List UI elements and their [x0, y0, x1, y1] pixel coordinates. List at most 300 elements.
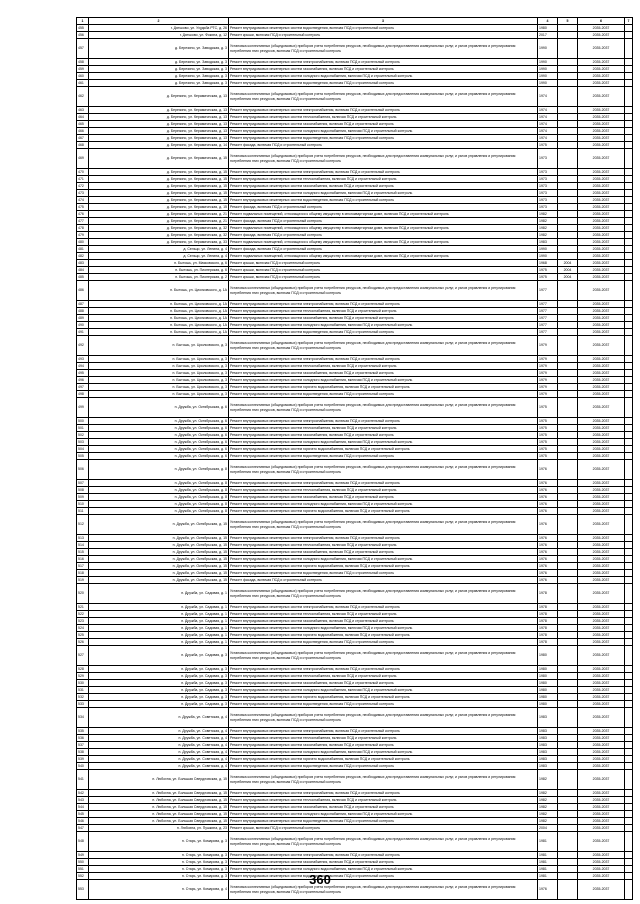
work-type: Ремонт внутридомовых инженерных систем газоснабжения, включая ПСД и строительный контроль: [229, 370, 538, 377]
address: п. Дружба, ул. Октябрьская, д. 15: [89, 549, 229, 556]
note: [625, 859, 633, 866]
last-repair-year: [558, 825, 578, 832]
table-row: [77, 687, 633, 694]
address: п. Старь, ул. Комарова, д. 3: [89, 866, 229, 873]
work-type: Ремонт внутридомовых инженерных систем теплоснабжения, включая ПСД и строительный контроль: [229, 542, 538, 549]
last-repair-year: [558, 121, 578, 128]
planned-period: 2035-2037: [578, 646, 625, 666]
table-row: [77, 391, 633, 398]
last-repair-year: [558, 336, 578, 356]
planned-period: 2035-2037: [578, 563, 625, 570]
row-number: 518: [77, 570, 89, 577]
last-repair-year: [558, 204, 578, 211]
build-year: 1981: [538, 832, 558, 852]
planned-period: 2035-2037: [578, 873, 625, 880]
row-number: 533: [77, 701, 89, 708]
planned-period: 2035-2037: [578, 73, 625, 80]
row-number: 467: [77, 135, 89, 142]
build-year: 1975: [538, 142, 558, 149]
work-type: Ремонт внутридомовых инженерных систем горячего водоснабжения, включая ПСД и строительный контроль: [229, 632, 538, 639]
table-row: [77, 329, 633, 336]
build-year: 1980: [538, 701, 558, 708]
planned-period: 2035-2037: [578, 756, 625, 763]
planned-period: 2035-2037: [578, 363, 625, 370]
build-year: 1990: [538, 59, 558, 66]
address: д. Березино, ул. Керамическая, д. 13: [89, 128, 229, 135]
note: [625, 80, 633, 87]
address: д. Березино, ул. Керамическая, д. 21: [89, 218, 229, 225]
last-repair-year: [558, 604, 578, 611]
build-year: 1982: [538, 225, 558, 232]
planned-period: 2035-2037: [578, 701, 625, 708]
work-type: Ремонт внутридомовых инженерных систем теплоснабжения, включая ПСД и строительный контроль: [229, 425, 538, 432]
table-row: [77, 377, 633, 384]
last-repair-year: [558, 570, 578, 577]
work-type: Ремонт внутридомовых инженерных систем теплоснабжения, включая ПСД и строительный контроль: [229, 308, 538, 315]
table-row: [77, 549, 633, 556]
work-type: Ремонт внутридомовых инженерных систем электроснабжения, включая ПСД и строительный контроль: [229, 728, 538, 735]
address: п. Любохна, ул. Пушкина, д. 23: [89, 825, 229, 832]
note: [625, 253, 633, 260]
address: д. Березино, ул. Керамическая, д. 13: [89, 107, 229, 114]
build-year: 1982: [538, 804, 558, 811]
table-row: [77, 301, 633, 308]
row-number: 471: [77, 176, 89, 183]
build-year: 1973: [538, 183, 558, 190]
last-repair-year: [558, 384, 578, 391]
note: [625, 818, 633, 825]
note: [625, 183, 633, 190]
work-type: Ремонт внутридомовых инженерных систем водоотведения, включая ПСД и строительный контроль: [229, 391, 538, 398]
row-number: 498: [77, 391, 89, 398]
work-type: Ремонт крыши, включая ПСД и строительный контроль: [229, 267, 538, 274]
last-repair-year: [558, 701, 578, 708]
last-repair-year: [558, 308, 578, 315]
note: [625, 584, 633, 604]
row-number: 455: [77, 25, 89, 32]
note: [625, 618, 633, 625]
last-repair-year: [558, 39, 578, 59]
last-repair-year: [558, 329, 578, 336]
work-type: Ремонт крыши, включая ПСД и строительный контроль: [229, 32, 538, 39]
row-number: 550: [77, 859, 89, 866]
row-number: 479: [77, 232, 89, 239]
table-row: [77, 618, 633, 625]
planned-period: 2035-2037: [578, 107, 625, 114]
table-row: [77, 818, 633, 825]
table-row: [77, 832, 633, 852]
address: п. Дружба, ул. Октябрьская, д. 15: [89, 563, 229, 570]
work-type: Ремонт внутридомовых инженерных систем электроснабжения, включая ПСД и строительный контроль: [229, 480, 538, 487]
build-year: 1978: [538, 625, 558, 632]
work-type: Ремонт внутридомовых инженерных систем газоснабжения, включая ПСД и строительный контроль: [229, 315, 538, 322]
build-year: 1983: [538, 749, 558, 756]
row-number: 515: [77, 549, 89, 556]
build-year: 1978: [538, 639, 558, 646]
planned-period: 2035-2037: [578, 632, 625, 639]
row-number: 475: [77, 204, 89, 211]
build-year: 1981: [538, 859, 558, 866]
planned-period: 2035-2037: [578, 618, 625, 625]
planned-period: 2035-2037: [578, 446, 625, 453]
last-repair-year: [558, 632, 578, 639]
build-year: 1982: [538, 232, 558, 239]
table-row: [77, 480, 633, 487]
row-number: 526: [77, 639, 89, 646]
work-type: Ремонт внутридомовых инженерных систем электроснабжения, включая ПСД и строительный контроль: [229, 418, 538, 425]
note: [625, 535, 633, 542]
note: [625, 501, 633, 508]
row-number: 501: [77, 425, 89, 432]
build-year: 1980: [538, 687, 558, 694]
address: п. Дружба, ул. Садовая, д. 1: [89, 604, 229, 611]
last-repair-year: [558, 577, 578, 584]
table-row: [77, 811, 633, 818]
table-row: [77, 66, 633, 73]
address: д. Березино, ул. Керамическая, д. 15: [89, 197, 229, 204]
address: п. Бытошь, ул. Циолковского, д. 3: [89, 370, 229, 377]
note: [625, 274, 633, 281]
planned-period: 2035-2037: [578, 639, 625, 646]
build-year: 2017: [538, 32, 558, 39]
build-year: 1983: [538, 763, 558, 770]
note: [625, 666, 633, 673]
work-type: Установка коллективных (общедомовых) приборов учета потребления ресурсов, необходимых для предоставления коммунальных услуг, и узлов управления и регулирования потребления этих ресурсов, включая ПСД и строительный контроль: [229, 149, 538, 169]
planned-period: 2035-2037: [578, 315, 625, 322]
table-row: [77, 859, 633, 866]
address: п. Дружба, ул. Октябрьская, д. 15: [89, 570, 229, 577]
planned-period: 2035-2037: [578, 770, 625, 790]
note: [625, 439, 633, 446]
planned-period: 2035-2037: [578, 32, 625, 39]
planned-period: 2035-2037: [578, 377, 625, 384]
row-number: 481: [77, 246, 89, 253]
note: [625, 281, 633, 301]
note: [625, 425, 633, 432]
address: п. Дружба, ул. Садовая, д. 3: [89, 694, 229, 701]
last-repair-year: [558, 183, 578, 190]
address: д. Березино, ул. Керамическая, д. 15: [89, 149, 229, 169]
row-number: 476: [77, 211, 89, 218]
table-row: [77, 439, 633, 446]
build-year: 1975: [538, 418, 558, 425]
build-year: 1976: [538, 556, 558, 563]
note: [625, 246, 633, 253]
row-number: 473: [77, 190, 89, 197]
row-number: 482: [77, 253, 89, 260]
build-year: 1977: [538, 315, 558, 322]
row-number: 534: [77, 708, 89, 728]
work-type: Установка коллективных (общедомовых) приборов учета потребления ресурсов, необходимых для предоставления коммунальных услуг, и узлов управления и регулирования потребления этих ресурсов, включая ПСД и строительный контроль: [229, 880, 538, 900]
address: п. Дружба, ул. Советская, д. 4: [89, 728, 229, 735]
row-number: 483: [77, 260, 89, 267]
build-year: 1974: [538, 121, 558, 128]
build-year: 1974: [538, 128, 558, 135]
note: [625, 508, 633, 515]
table-row: [77, 680, 633, 687]
row-number: 541: [77, 770, 89, 790]
work-type: Ремонт внутридомовых инженерных систем газоснабжения, включая ПСД и строительный контроль: [229, 121, 538, 128]
address: п. Бытошь, ул. Циолковского, д. 1А: [89, 301, 229, 308]
note: [625, 749, 633, 756]
build-year: 1976: [538, 577, 558, 584]
address: п. Дружба, ул. Октябрьская, д. 6: [89, 398, 229, 418]
last-repair-year: [558, 301, 578, 308]
planned-period: 2035-2037: [578, 128, 625, 135]
row-number: 512: [77, 515, 89, 535]
planned-period: 2035-2037: [578, 453, 625, 460]
row-number: 540: [77, 763, 89, 770]
row-number: 549: [77, 852, 89, 859]
build-year: 2004: [538, 825, 558, 832]
build-year: 1983: [538, 735, 558, 742]
address: д. Березино, ул. Заводская, д. 3: [89, 66, 229, 73]
address: д. Березино, ул. Керамическая, д. 32: [89, 225, 229, 232]
note: [625, 301, 633, 308]
table-row: [77, 852, 633, 859]
note: [625, 446, 633, 453]
build-year: 1983: [538, 728, 558, 735]
address: п. Дружба, ул. Октябрьская, д. 6: [89, 453, 229, 460]
note: [625, 460, 633, 480]
row-number: 478: [77, 225, 89, 232]
last-repair-year: [558, 225, 578, 232]
row-number: 469: [77, 149, 89, 169]
row-number: 517: [77, 563, 89, 570]
row-number: 463: [77, 107, 89, 114]
note: [625, 107, 633, 114]
header-cell: 7: [625, 18, 633, 25]
address: д. Березино, ул. Керамическая, д. 14: [89, 142, 229, 149]
last-repair-year: [558, 169, 578, 176]
work-type: Ремонт внутридомовых инженерных систем теплоснабжения, включая ПСД и строительный контроль: [229, 114, 538, 121]
address: п. Любохна, ул. Большая Свердловская, д. 15: [89, 818, 229, 825]
work-type: Ремонт внутридомовых инженерных систем горячего водоснабжения, включая ПСД и строительный контроль: [229, 563, 538, 570]
address: п. Бытошь, ул. Циолковского, д. 1А: [89, 315, 229, 322]
row-number: 529: [77, 673, 89, 680]
planned-period: 2035-2037: [578, 673, 625, 680]
last-repair-year: [558, 556, 578, 563]
table-row: [77, 363, 633, 370]
table-row: [77, 232, 633, 239]
last-repair-year: [558, 246, 578, 253]
work-type: Ремонт внутридомовых инженерных систем холодного водоснабжения, включая ПСД и строительный контроль: [229, 73, 538, 80]
last-repair-year: [558, 377, 578, 384]
planned-period: 2035-2037: [578, 418, 625, 425]
planned-period: 2035-2037: [578, 535, 625, 542]
table-row: [77, 356, 633, 363]
build-year: 1975: [538, 425, 558, 432]
planned-period: 2035-2037: [578, 680, 625, 687]
planned-period: 2035-2037: [578, 183, 625, 190]
address: п. Любохна, ул. Большая Свердловская, д. 15: [89, 790, 229, 797]
address: п. Бытошь, ул. Циолковского, д. 1А: [89, 329, 229, 336]
table-row: [77, 460, 633, 480]
table-row: [77, 135, 633, 142]
table-row: [77, 570, 633, 577]
planned-period: 2035-2037: [578, 811, 625, 818]
work-type: Ремонт внутридомовых инженерных систем электроснабжения, включая ПСД и строительный контроль: [229, 666, 538, 673]
planned-period: 2035-2037: [578, 825, 625, 832]
planned-period: 2035-2037: [578, 135, 625, 142]
work-type: Ремонт внутридомовых инженерных систем газоснабжения, включая ПСД и строительный контроль: [229, 618, 538, 625]
note: [625, 556, 633, 563]
planned-period: 2035-2037: [578, 114, 625, 121]
row-number: 461: [77, 80, 89, 87]
note: [625, 370, 633, 377]
address: п. Дружба, ул. Садовая, д. 3: [89, 673, 229, 680]
row-number: 489: [77, 315, 89, 322]
last-repair-year: [558, 190, 578, 197]
last-repair-year: [558, 239, 578, 246]
table-row: [77, 749, 633, 756]
address: п. Бытошь, ул. Циолковского, д. 3: [89, 336, 229, 356]
last-repair-year: [558, 666, 578, 673]
note: [625, 39, 633, 59]
last-repair-year: [558, 756, 578, 763]
header-cell: 6: [578, 18, 625, 25]
address: п. Дружба, ул. Октябрьская, д. 15: [89, 542, 229, 549]
work-type: Ремонт внутридомовых инженерных систем водоотведения, включая ПСД и строительный контроль: [229, 701, 538, 708]
table-row: [77, 308, 633, 315]
build-year: 1983: [538, 239, 558, 246]
table-row: [77, 169, 633, 176]
last-repair-year: [558, 73, 578, 80]
row-number: 488: [77, 308, 89, 315]
build-year: 1974: [538, 87, 558, 107]
table-row: [77, 584, 633, 604]
planned-period: 2035-2037: [578, 121, 625, 128]
table-row: [77, 246, 633, 253]
last-repair-year: [558, 508, 578, 515]
table-row: [77, 87, 633, 107]
table-row: [77, 73, 633, 80]
work-type: Ремонт внутридомовых инженерных систем холодного водоснабжения, включая ПСД и строительный контроль: [229, 556, 538, 563]
work-type: Ремонт внутридомовых инженерных систем холодного водоснабжения, включая ПСД и строительный контроль: [229, 501, 538, 508]
row-number: 458: [77, 59, 89, 66]
row-number: 520: [77, 584, 89, 604]
table-row: [77, 370, 633, 377]
build-year: 1974: [538, 107, 558, 114]
build-year: 1979: [538, 391, 558, 398]
work-type: Ремонт внутридомовых инженерных систем водоотведения, включая ПСД и строительный контроль: [229, 763, 538, 770]
build-year: 1977: [538, 322, 558, 329]
planned-period: 2035-2037: [578, 728, 625, 735]
planned-period: 2035-2037: [578, 687, 625, 694]
planned-period: 2035-2037: [578, 239, 625, 246]
table-row: [77, 708, 633, 728]
note: [625, 852, 633, 859]
row-number: 547: [77, 825, 89, 832]
table-row: [77, 515, 633, 535]
work-type: Ремонт подвальных помещений, относящихся к общему имуществу в многоквартирном доме, включая ПСД и строительный контроль: [229, 253, 538, 260]
table-row: [77, 176, 633, 183]
planned-period: 2035-2037: [578, 577, 625, 584]
planned-period: 2035-2037: [578, 274, 625, 281]
address: д. Березино, ул. Заводская, д. 3: [89, 39, 229, 59]
address: п. Дружба, ул. Октябрьская, д. 6: [89, 439, 229, 446]
planned-period: 2035-2037: [578, 494, 625, 501]
table-row: [77, 701, 633, 708]
build-year: 1982: [538, 797, 558, 804]
build-year: 1979: [538, 356, 558, 363]
address: п. Дружба, ул. Октябрьская, д. 6: [89, 432, 229, 439]
work-type: Ремонт внутридомовых инженерных систем электроснабжения, включая ПСД и строительный контроль: [229, 790, 538, 797]
page-number: 360: [309, 872, 331, 887]
address: п. Дружба, ул. Октябрьская, д. 6: [89, 425, 229, 432]
planned-period: 2035-2037: [578, 708, 625, 728]
build-year: 1978: [538, 618, 558, 625]
table-row: [77, 107, 633, 114]
build-year: 1977: [538, 329, 558, 336]
planned-period: 2035-2037: [578, 790, 625, 797]
note: [625, 577, 633, 584]
table-row: [77, 239, 633, 246]
row-number: 480: [77, 239, 89, 246]
work-type: Установка коллективных (общедомовых) приборов учета потребления ресурсов, необходимых для предоставления коммунальных услуг, и узлов управления и регулирования потребления этих ресурсов, включая ПСД и строительный контроль: [229, 460, 538, 480]
note: [625, 66, 633, 73]
build-year: 1973: [538, 190, 558, 197]
note: [625, 336, 633, 356]
address: д. Березино, ул. Керамическая, д. 15: [89, 169, 229, 176]
row-number: 511: [77, 508, 89, 515]
note: [625, 329, 633, 336]
work-type: Ремонт внутридомовых инженерных систем газоснабжения, включая ПСД и строительный контроль: [229, 680, 538, 687]
table-row: [77, 142, 633, 149]
planned-period: 2035-2037: [578, 797, 625, 804]
planned-period: 2035-2037: [578, 742, 625, 749]
table-row: [77, 604, 633, 611]
planned-period: 2035-2037: [578, 149, 625, 169]
row-number: 531: [77, 687, 89, 694]
table-row: [77, 770, 633, 790]
last-repair-year: [558, 749, 578, 756]
build-year: 1979: [538, 377, 558, 384]
table-row: [77, 260, 633, 267]
work-type: Ремонт внутридомовых инженерных систем холодного водоснабжения, включая ПСД и строительный контроль: [229, 377, 538, 384]
work-type: Установка коллективных (общедомовых) приборов учета потребления ресурсов, необходимых для предоставления коммунальных услуг, и узлов управления и регулирования потребления этих ресурсов, включая ПСД и строительный контроль: [229, 770, 538, 790]
row-number: 485: [77, 274, 89, 281]
last-repair-year: [558, 735, 578, 742]
work-type: Ремонт внутридомовых инженерных систем теплоснабжения, включая ПСД и строительный контроль: [229, 735, 538, 742]
build-year: 1976: [538, 508, 558, 515]
build-year: 1980: [538, 673, 558, 680]
address: п. Дружба, ул. Октябрьская, д. 8: [89, 487, 229, 494]
table-row: [77, 398, 633, 418]
last-repair-year: [558, 770, 578, 790]
planned-period: 2035-2037: [578, 763, 625, 770]
note: [625, 356, 633, 363]
note: [625, 225, 633, 232]
address: п. Дружба, ул. Октябрьская, д. 6: [89, 446, 229, 453]
table-row: [77, 384, 633, 391]
table-row: [77, 542, 633, 549]
note: [625, 687, 633, 694]
address: п. Старь, ул. Комарова, д. 3: [89, 859, 229, 866]
planned-period: 2035-2037: [578, 501, 625, 508]
note: [625, 142, 633, 149]
work-type: Ремонт внутридомовых инженерных систем горячего водоснабжения, включая ПСД и строительный контроль: [229, 756, 538, 763]
note: [625, 239, 633, 246]
address: д. Березино, ул. Керамическая, д. 13: [89, 121, 229, 128]
row-number: 464: [77, 114, 89, 121]
planned-period: 2035-2037: [578, 232, 625, 239]
address: д. Березино, ул. Заводская, д. 3: [89, 80, 229, 87]
work-type: Ремонт внутридомовых инженерных систем электроснабжения, включая ПСД и строительный контроль: [229, 107, 538, 114]
work-type: Ремонт внутридомовых инженерных систем водоотведения, включая ПСД и строительный контроль: [229, 873, 538, 880]
build-year: 1990: [538, 246, 558, 253]
planned-period: 2035-2037: [578, 480, 625, 487]
